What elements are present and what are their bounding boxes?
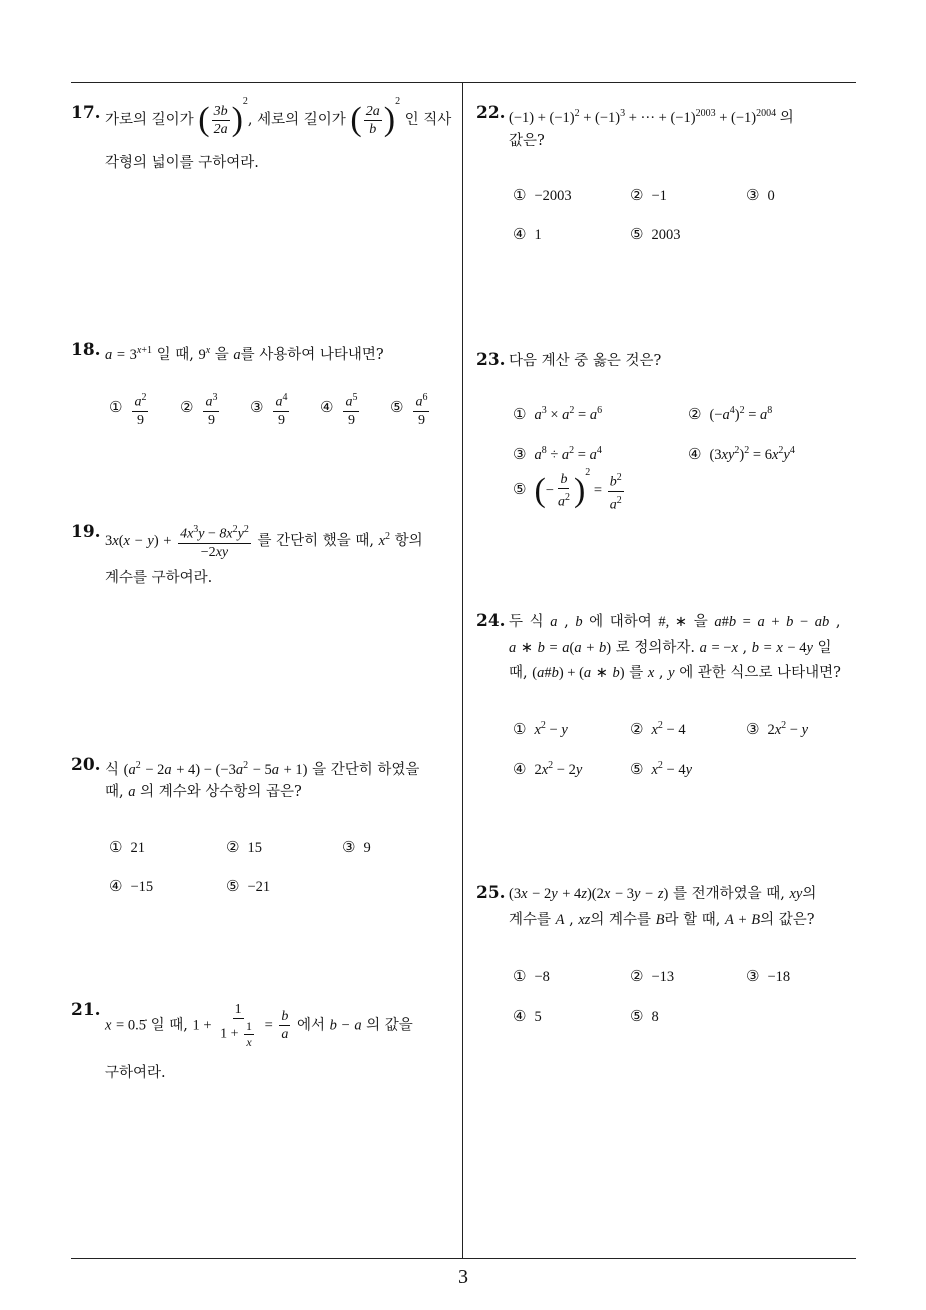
q23-choice-1[interactable]: ① $a^3 \times a^2 = a^6$ (513, 405, 603, 423)
q25-choice-5[interactable]: ⑤ 8 (630, 1007, 659, 1025)
q22-choice-1[interactable]: ① −2003 (513, 186, 572, 204)
q24-choice-3[interactable]: ③ $2x^2 - y$ (746, 720, 809, 738)
question-17-number: 17. (71, 103, 101, 123)
q22-choice-2[interactable]: ② −1 (630, 186, 667, 204)
top-rule (71, 82, 856, 83)
bottom-rule (71, 1258, 856, 1259)
q22-choice-5[interactable]: ⑤ 2003 (630, 225, 681, 243)
question-19-line2: 계수를 구하여라. (105, 570, 213, 586)
question-20-line1: 식 $(a^2 - 2a + 4) - (-3a^2 - 5a + 1)$ 을 간단히 하였을 (105, 760, 420, 778)
question-17-line2: 각형의 넓이를 구하여라. (105, 155, 259, 171)
question-19-line1: 3x(x − y) + $\frac{4x^3y - 8x^2y^2}{-2xy}$ 를 간단히 했을 때, $x^2$ 항의 (105, 524, 423, 560)
q25-choice-3[interactable]: ③ −18 (746, 967, 791, 985)
q20-choice-1[interactable]: ① 21 (109, 838, 145, 856)
q18-choice-1[interactable]: ① $\frac{a^2}{9}$ (109, 392, 147, 428)
q24-choice-2[interactable]: ② $x^2 - 4$ (630, 720, 686, 738)
q24-choice-4[interactable]: ④ $2x^2 - 2y$ (513, 760, 583, 778)
q18-choice-3[interactable]: ③ $\frac{a^4}{9}$ (250, 392, 288, 428)
question-24-line3: 때, (a#b) + (a ∗ b) 를 x , y 에 관한 식으로 나타내면? (509, 665, 841, 681)
q22-choice-4[interactable]: ④ 1 (513, 225, 542, 243)
q24-choice-1[interactable]: ① $x^2 - y$ (513, 720, 568, 738)
question-25-number: 25. (476, 883, 506, 903)
question-24-line1: 두 식 a , b 에 대하여 #, ∗ 을 a#b = a + b − ab , (509, 614, 841, 630)
question-21-line1: x = 0.5̇ 일 때, 1 + 1 1 + $\frac{1}{x}$ = $\frac{b}{a}$ 에서 b − a 의 값을 (105, 1002, 413, 1049)
question-20-line2: 때, a 의 계수와 상수항의 곱은? (105, 784, 302, 800)
question-24-line2: a ∗ b = a(a + b) 로 정의하자. a = −x , b = x − 4y 일 (509, 640, 832, 656)
q18-choice-2[interactable]: ② $\frac{a^3}{9}$ (180, 392, 218, 428)
question-20-number: 20. (71, 755, 101, 775)
q23-choice-2[interactable]: ② $(-a^4)^2 = a^8$ (688, 405, 773, 423)
q23-choice-5[interactable]: ⑤ (− $\frac{b}{a^2}$ )$^2$ = $\frac{b^2}{a^2}$ (513, 466, 622, 513)
page-number: 3 (458, 1266, 468, 1288)
question-23-text: 다음 계산 중 옳은 것은? (509, 353, 662, 369)
question-21-line2: 구하여라. (105, 1065, 166, 1081)
q25-choice-4[interactable]: ④ 5 (513, 1007, 542, 1025)
q20-choice-5[interactable]: ⑤ −21 (226, 877, 271, 895)
question-17-line1: 가로의 길이가 ( $\frac{3b}{2a}$ )$^2$, 세로의 길이가 ( $\frac{2a}{b}$ )$^2$ 인 직사 (105, 96, 452, 138)
q18-choice-5[interactable]: ⑤ $\frac{a^6}{9}$ (390, 392, 428, 428)
question-23-number: 23. (476, 350, 506, 370)
column-divider (462, 83, 463, 1259)
q24-choice-5[interactable]: ⑤ $x^2 - 4y$ (630, 760, 693, 778)
question-22-line2: 값은? (509, 133, 545, 149)
question-22-number: 22. (476, 103, 506, 123)
question-19-number: 19. (71, 522, 101, 542)
q18-choice-4[interactable]: ④ $\frac{a^5}{9}$ (320, 392, 358, 428)
q25-choice-1[interactable]: ① −8 (513, 967, 550, 985)
q20-choice-4[interactable]: ④ −15 (109, 877, 154, 895)
q25-choice-2[interactable]: ② −13 (630, 967, 675, 985)
q22-choice-3[interactable]: ③ 0 (746, 186, 775, 204)
question-25-line1: (3x − 2y + 4z)(2x − 3y − z) 를 전개하였을 때, xy의 (509, 886, 817, 902)
question-18-number: 18. (71, 340, 101, 360)
question-25-line2: 계수를 A , xz의 계수를 B라 할 때, A + B의 값은? (509, 912, 815, 928)
q23-choice-3[interactable]: ③ $a^8 \div a^2 = a^4$ (513, 445, 602, 463)
question-21-number: 21. (71, 1000, 101, 1020)
question-24-number: 24. (476, 611, 506, 631)
q20-choice-2[interactable]: ② 15 (226, 838, 262, 856)
q23-choice-4[interactable]: ④ $(3xy^2)^2 = 6x^2y^4$ (688, 445, 795, 463)
q20-choice-3[interactable]: ③ 9 (342, 838, 371, 856)
question-22-line1: $(-1) + (-1)^2 + (-1)^3$ + ··· + $(-1)^{2003} + (-1)^{2004}$ 의 (509, 108, 794, 126)
question-18-text: $a = 3^{x+1}$ 일 때, 9$^x$ 을 a를 사용하여 나타내면? (105, 345, 384, 363)
